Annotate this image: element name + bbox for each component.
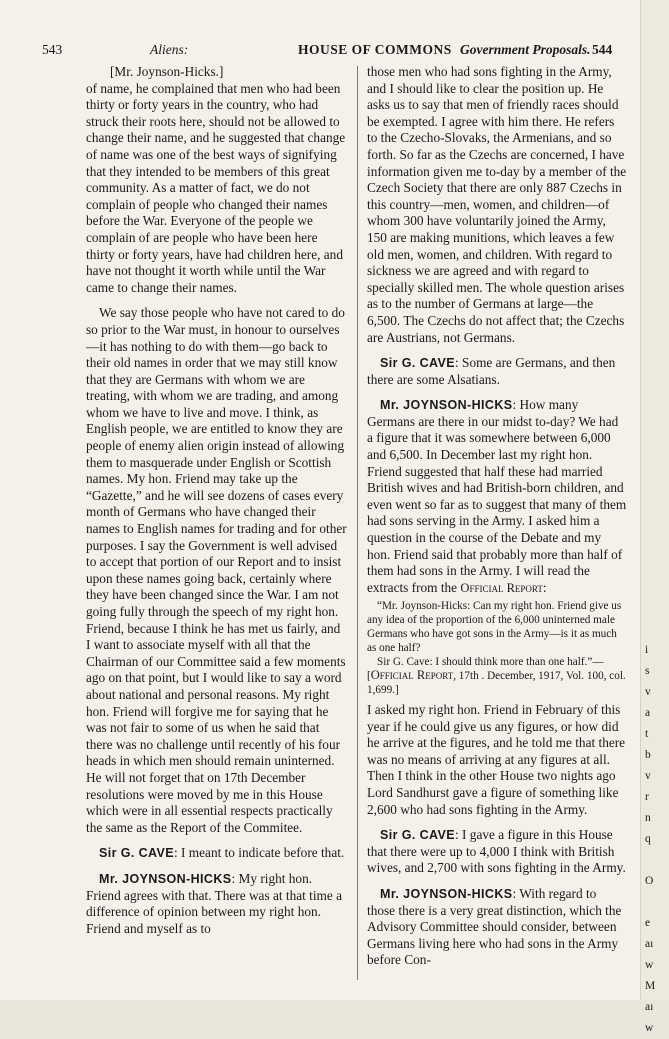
edge-fragment: w bbox=[645, 1022, 654, 1034]
edge-fragment: M bbox=[645, 980, 656, 992]
center-running-title: HOUSE OF COMMONS bbox=[298, 42, 452, 57]
speaker-name: Mr. JOYNSON-HICKS bbox=[380, 886, 513, 901]
speech-text: : I gave a figure in this House that there were up to 4,000 I think with British wives, and 2,700 with sons fighting in the Army. bbox=[367, 827, 626, 876]
speaker-name: Sir G. CAVE bbox=[380, 828, 456, 843]
right-page-number: 544 bbox=[592, 42, 613, 57]
quote-line: “Mr. Joynson-Hicks: Can my right hon. Friend give us any idea of the proportion of the 6,000 uninterned male Germans who have got sons in the Army—is it as much as one half? bbox=[367, 600, 622, 654]
speech-paragraph bbox=[367, 355, 627, 388]
edge-fragment: v bbox=[645, 686, 651, 698]
right-running-title: Government Proposals. bbox=[460, 42, 591, 57]
speaker-name: Sir G. CAVE bbox=[99, 846, 175, 861]
speech-text: : How many Germans are there in our midst to-day? We had a figure that it was somewhere between 6,000 and 6,500. In December last my right hon. Friend suggested that half these had married British wives and had British-born children, and even went so far as to suggest that many of them had sons serving in the Army. I asked him a question in the course of the Debate and my hon. Friend said that probably more than half of them had sons in the Army. I will read the extracts from the bbox=[367, 397, 627, 595]
speech-text: : I meant to indicate before that. bbox=[174, 845, 345, 861]
edge-fragment: w bbox=[645, 959, 654, 971]
edge-fragment: a bbox=[645, 707, 651, 719]
hansard-quotation bbox=[367, 600, 627, 698]
column-divider bbox=[357, 66, 358, 980]
edge-spacer bbox=[641, 0, 669, 640]
edge-fragment: s bbox=[645, 665, 650, 677]
speech-paragraph bbox=[86, 845, 348, 862]
edge-fragment: t bbox=[645, 728, 649, 740]
continuation-speaker: [Mr. Joynson-Hicks.] bbox=[110, 64, 224, 79]
edge-fragment bbox=[641, 850, 669, 871]
quote-line: Sir G. Cave: I should think more than one half.”—[Official Report, 17th . December, 1917, Vol. 100, col. 1,699.] bbox=[367, 655, 626, 697]
edge-fragment: aı bbox=[645, 1001, 654, 1013]
official-report-ref: Official Report bbox=[370, 668, 454, 683]
right-column bbox=[367, 64, 627, 969]
edge-fragment: n bbox=[645, 812, 651, 824]
speech-text: : Some are Germans, and then there are some Alsatians. bbox=[367, 355, 616, 387]
edge-fragment: O bbox=[645, 875, 654, 887]
speech-paragraph bbox=[367, 886, 627, 969]
edge-fragment: b bbox=[645, 749, 651, 761]
speech-text: : With regard to those there is a very great distinction, which the Advisory Committee should consider, between Germans living here who had sons in the Army before Con- bbox=[367, 885, 622, 968]
speech-text: : My right hon. Friend agrees with that. There was at that time a difference of opinion between my right hon. Friend and myself as to bbox=[86, 870, 343, 936]
edge-fragment: v bbox=[645, 770, 651, 782]
left-running-title: Aliens: bbox=[150, 42, 189, 57]
edge-fragment: r bbox=[645, 791, 649, 803]
speaker-name: Mr. JOYNSON-HICKS bbox=[99, 871, 232, 886]
official-report-ref: Official Report bbox=[460, 580, 543, 595]
paragraph: We say those people who have not cared to do so prior to the War must, in honour to ourselves—it has nothing to do with them—go back to their old names in order that we may still know that they are Germans with whom we are treating, with whom we are trading, and among whom we have to live and move. I think, as English people, we are entitled to know they are people of enemy alien origin instead of allowing them to masquerade under English or Scottish names. My hon. Friend may take up the “Gazette,” and he will see dozens of cases every month of Germans who have changed their names to English names for trading and for other purposes. I say the Government is well advised to accept that portion of our Report and to insist upon these names going back, certainly where they have been changed since the War. I am not going fully through the speech of my right hon. Friend, because I think he has met us fairly, and I want to associate myself with all that the Chairman of our Committee said a few moments ago on that point, but I would like to say a word about national and personal reasons. My right hon. Friend will forgive me for saying that he was not fair to some of us when he said that there was no challenge until recently of his four heads in which men should remain uninterned. He will not forget that on 17th December resolutions were moved by me in this House which were in all essential respects practically the same as the Report of the Commitee. bbox=[86, 305, 347, 835]
edge-fragment: aı bbox=[645, 938, 654, 950]
left-column bbox=[86, 64, 348, 937]
edge-fragment: e bbox=[645, 917, 651, 929]
adjacent-page-edge bbox=[640, 0, 669, 1034]
speaker-name: Mr. JOYNSON-HICKS bbox=[380, 398, 513, 413]
speech-paragraph: Mr. JOYNSON-HICKS: How many Germans are there in our midst to-day? We had a figure that it was somewhere between 6,000 and 6,500. In December last my right hon. Friend suggested that half these had married British wives and had British-born children, and even went so far as to suggest that many of them had sons serving in the Army. I asked him a question in the course of the Debate and my hon. Friend said that probably more than half of them had sons in the Army. I will read the extracts from the Official Report: bbox=[367, 397, 627, 595]
paragraph: of name, he complained that men who had been thirty or forty years in the country, who had struck their roots here, should not be allowed to change their name, and he suggested that change of name was one of the best ways of signifying that they intended to be members of this great community. As a matter of fact, we do not complain of people who changed their names before the War. Everyone of the people we complain of are people who have been here thirty or forty years, have had children here, and have not thought it worth while until the War came to change their names. bbox=[86, 80, 346, 295]
edge-fragment: i bbox=[645, 644, 649, 656]
edge-fragment: q bbox=[645, 833, 651, 845]
paragraph: I asked my right hon. Friend in February of this year if he could give us any figures, or how did he arrive at the figures, and he told me that there was no means of arriving at any figures at all. Then I think in the other House two nights ago Lord Sandhurst gave a figure of something like 2,600 who had sons fighting in the Army. bbox=[367, 701, 626, 817]
left-page-number: 543 bbox=[42, 42, 63, 57]
running-header bbox=[42, 42, 632, 64]
edge-fragment bbox=[641, 892, 669, 913]
speech-paragraph bbox=[367, 827, 627, 877]
speaker-name: Sir G. CAVE bbox=[380, 356, 456, 371]
paragraph: those men who had sons fighting in the Army, and I should like to clear the position up. He asks us to say that men of friendly races should be exempted. I agree with him there. He refers to the Czecho-Slovaks, the Armenians, and so forth. So far as the Czechs are concerned, I have information given me to-day by a member of the Czech Society that there are only 887 Czechs in this country—men, women, and children—of whom 300 have voluntarily joined the Army, 150 are making munitions, which leaves a few old men, women, and children. With regard to sickness we are agreed and with regard to specially skilled men. The whole question arises as to the number of Germans at large—the 6,500. The Czechs do not affect that; the Czechs are Austrians, not Germans. bbox=[367, 64, 627, 345]
speech-paragraph bbox=[86, 871, 348, 937]
